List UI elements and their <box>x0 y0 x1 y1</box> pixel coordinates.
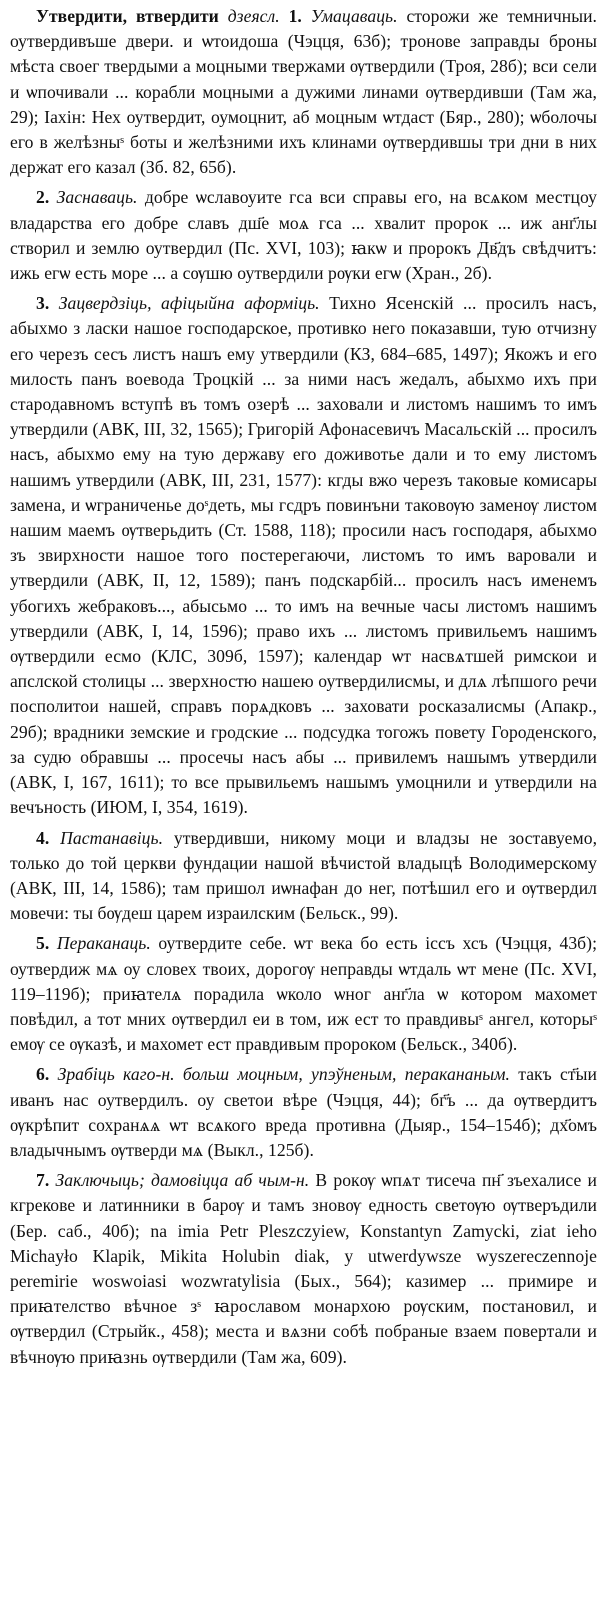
sense-number: 2. <box>36 187 50 208</box>
sense-gloss: Зрабіць каго-н. больш моцным, упэўненым, перакананым. <box>57 1064 510 1085</box>
sense-7 <box>10 1168 597 1370</box>
sense-gloss: Заключыць; дамовіцца аб чым-н. <box>55 1170 310 1191</box>
sense-number: 3. <box>36 293 50 314</box>
sense-3 <box>10 291 597 820</box>
sense-citations: такъ ст҃ыи иванъ нас оутвердилъ. оу светои вѣре (Чэцця, 44); бг҃ъ ... да ѹтвердитъ ѹкрѣпит сохранѧѧ ѡт всѧкого вреда противна (Дыяр., 154–154б); дх҃омъ владычнымъ ѹтверди мѧ (Выкл., 125б). <box>10 1064 597 1160</box>
sense-gloss: Умацаваць. <box>310 6 398 26</box>
sense-number: 6. <box>36 1064 50 1085</box>
sense-gloss: Пераканаць. <box>56 933 151 954</box>
sense-number: 5. <box>36 933 50 954</box>
sense-number: 1. <box>288 6 302 26</box>
sense-number: 7. <box>36 1170 50 1191</box>
sense-gloss: Пастанавіць. <box>60 827 164 848</box>
sense-2 <box>10 185 597 286</box>
sense-number: 4. <box>36 827 50 848</box>
sense-6 <box>10 1062 597 1163</box>
sense-gloss: Зацвердзіць, афіцыйна аформіць. <box>58 293 320 314</box>
sense-citations: добре ѡславоуите гса вси справы его, на всѧком местцоу владарства его добре славъ дш҃е моѧ гса ... хвалит пророк ... иж анг҃лы створил и землю оутвердил (Пс. XVI, 103); ꙗкѡ и пророкъ Дв҃дъ свѣдчитъ: ижь егѡ есть море ... а сѹшю оутвердили рѹки егѡ (Хран., 2б). <box>10 187 597 284</box>
headword: Утвердити, втвердити <box>36 6 219 26</box>
sense-citations: сторожи же темничныи. оутвердивъше двери. и ѡтоидоша (Чэцця, 63б); тронове заправды броны мѣста своег твердыми а моцными твержами ѹтвердили (Троя, 28б); вси сели и ѡпочивали ... корабли моцными а дужими линами ѹтвердивши (Там жа, 29); Іахін: Нех оутвердит, оумоцнит, аб моцным ѡтдаст (Бяр., 280); ѡболочы его в желѣзныˢ боты и желѣзними ихъ клинами ѹтвердившы три дни в них держат его казал (Зб. 82, 65б). <box>10 6 598 178</box>
sense-4 <box>10 826 597 927</box>
sense-1 <box>10 4 597 180</box>
sense-citations: утвердивши, никому моци и владзы не зоставуемо, только до той церкви фундации нашой вѣчистой владыцѣ Володимерскому (АВК, III, 14, 1586); там пришол иѡнафан до нег, потѣшил его и ѹтвердил мовечи: ты бѹдеш царем израилским (Бельск., 99). <box>10 827 598 924</box>
sense-5 <box>10 931 597 1057</box>
sense-citations: Тихно Ясенскій ... просилъ насъ, абыхмо з ласки нашое господарское, противко него показавши, тую отчизну его черезъ сесъ листъ нашъ ему утвердили (КЗ, 684–685, 1497); Якожъ и его милость панъ воевода Троцкій ... за ними насъ жедалъ, абыхмо ихъ при стародавномъ вступѣ въ томъ озерѣ ... заховали и листомъ нашимъ то имъ утвердили (АВК, III, 32, 1565); Григорій Афонасевичъ Масальскій ... просилъ насъ, абыхмо ему на тую державу его доживотье дали и то ему листомъ нашимъ утвердили (АВК, III, 231, 1577): кгды вжо черезъ таковые комисары замена, и ѡграниченье доˢдеть, мы гсдръ повинъни таковѹю заменѹ листом нашим маемъ ѹтверьдить (Ст. 1588, 118); просили насъ господаря, абыхмо зъ звирхности нашое того постерегаючи, листомъ то имъ варовали и утвердили (АВК, II, 12, 1589); панъ подскарбій... просилъ насъ именемъ убогихъ жебраковъ..., абысьмо ... то имъ на вечные часы листомъ нашимъ утвердили (АВК, I, 14, 1596); право ихъ ... листомъ привильемъ нашимъ ѹтвердили есмо (КЛС, 309б, 1597); календар ѡт насвѧтшей римскои и апслской столицы ... зверхностю нашею оутвердилисмы, и длѧ лѣпшого речи посполитои нашей, справъ порѧдковъ ... заховати росказалисмы (Апакр., 29б); врадники земские и гродские ... подсудка тогожъ повету Городенского, за судю обравшы ... просечы насъ абы ... привилемъ нашымъ утвердили (АВК, I, 167, 1611); то все прывильемъ нашымъ умоцнили и утвердили на вечъность (ИЮМ, I, 354, 1619). <box>10 293 597 818</box>
part-of-speech: дзеясл. <box>227 6 280 26</box>
sense-citations: В рокѹ ѡпѧт тисеча пн҃ зъехалисе и кгрекове и латинники в барѹ и тамъ зновѹ едность светѹю ѹтверъдили (Бер. саб., 40б); na imia Petr Pleszczyiew, Konstantyn Zamycki, ziat ieho Michayło Klapik, Mikita Holubin diak, y utwerdywsze wyszereczennoje peremirie woswoiasi wozwratylisia (Бых., 564); казимер ... примире и приꙗтелство вѣчное зˢ ꙗрославом монархою рѹским, постановил, и ѹтвердил (Стрыйк., 458); места и вѧзни собѣ побраные взаем повертали и вѣчнѹю приꙗзнь ѹтвердили (Там жа, 609). <box>10 1170 597 1367</box>
sense-gloss: Заснаваць. <box>56 187 138 208</box>
sense-citations: оутвердите себе. ѡт века бо есть іссъ хсъ (Чэцця, 43б); оутвердиж мѧ оу словех твоих, дорогѹ неправды ѡтдаль ѡт мене (Пс. XVI, 119–119б); приꙗтелѧ порадила ѡколо ѡног анг҃ла ѡ котором махомет повѣдил, а тот мних ѹтвердил еи в том, иж ест то правдивыˢ ангел, которыˢ емѹ се ѹказѣ, и махомет ест правдивым пророком (Бельск., 340б). <box>10 933 598 1055</box>
